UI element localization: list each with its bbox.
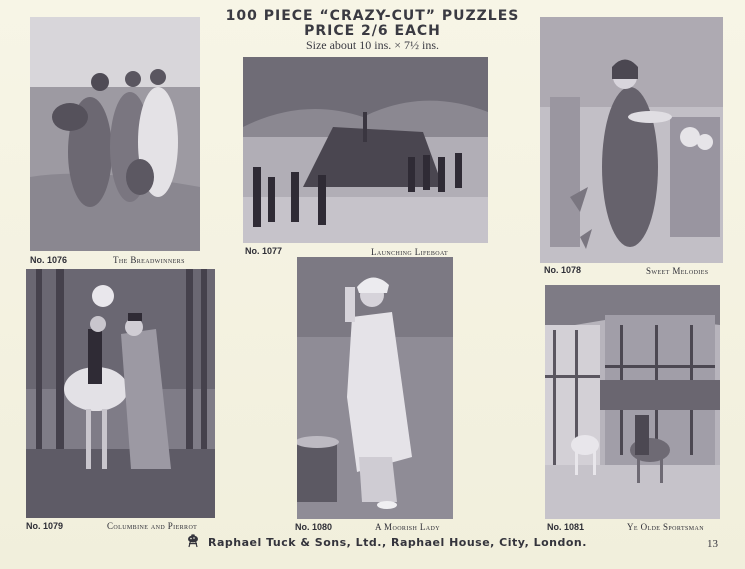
page-number: 13 — [707, 538, 718, 550]
lifeboat-illustration — [243, 57, 488, 243]
breadwinners-illustration — [30, 17, 200, 251]
plate-1076-number: No. 1076 — [30, 255, 68, 265]
plate-1078-number: No. 1078 — [544, 265, 582, 275]
plate-1079-title: Columbine and Pierrot — [107, 521, 198, 531]
publisher-line: Raphael Tuck & Sons, Ltd., Raphael House, City, London. — [208, 536, 587, 549]
plate-1081-title: Ye Olde Sportsman — [627, 522, 704, 532]
plate-1076-image — [30, 17, 200, 251]
sweet-melodies-illustration — [540, 17, 723, 263]
plate-1080-title: A Moorish Lady — [375, 522, 440, 532]
plate-1081-image — [545, 285, 720, 519]
page-title: 100 PIECE “CRAZY-CUT” PUZZLES — [225, 8, 520, 24]
plate-1080-number: No. 1080 — [295, 522, 333, 532]
plate-1077-image — [243, 57, 488, 243]
plate-1081-number: No. 1081 — [547, 522, 585, 532]
plate-1077-number: No. 1077 — [245, 246, 283, 256]
plate-1078-image — [540, 17, 723, 263]
moorish-lady-illustration — [297, 257, 453, 519]
size-line: Size about 10 ins. × 7½ ins. — [305, 38, 440, 52]
plate-1079-number: No. 1079 — [26, 521, 64, 531]
easel-palette-logo-icon — [186, 533, 200, 548]
price-line: PRICE 2/6 EACH — [304, 23, 441, 39]
plate-1080-image — [297, 257, 453, 519]
columbine-pierrot-illustration — [26, 269, 215, 518]
plate-1079-image — [26, 269, 215, 518]
plate-1076-title: The Breadwinners — [113, 255, 185, 265]
olde-sportsman-illustration — [545, 285, 720, 519]
plate-1077-title: Launching Lifeboat — [371, 247, 449, 257]
plate-1078-title: Sweet Melodies — [646, 266, 709, 276]
